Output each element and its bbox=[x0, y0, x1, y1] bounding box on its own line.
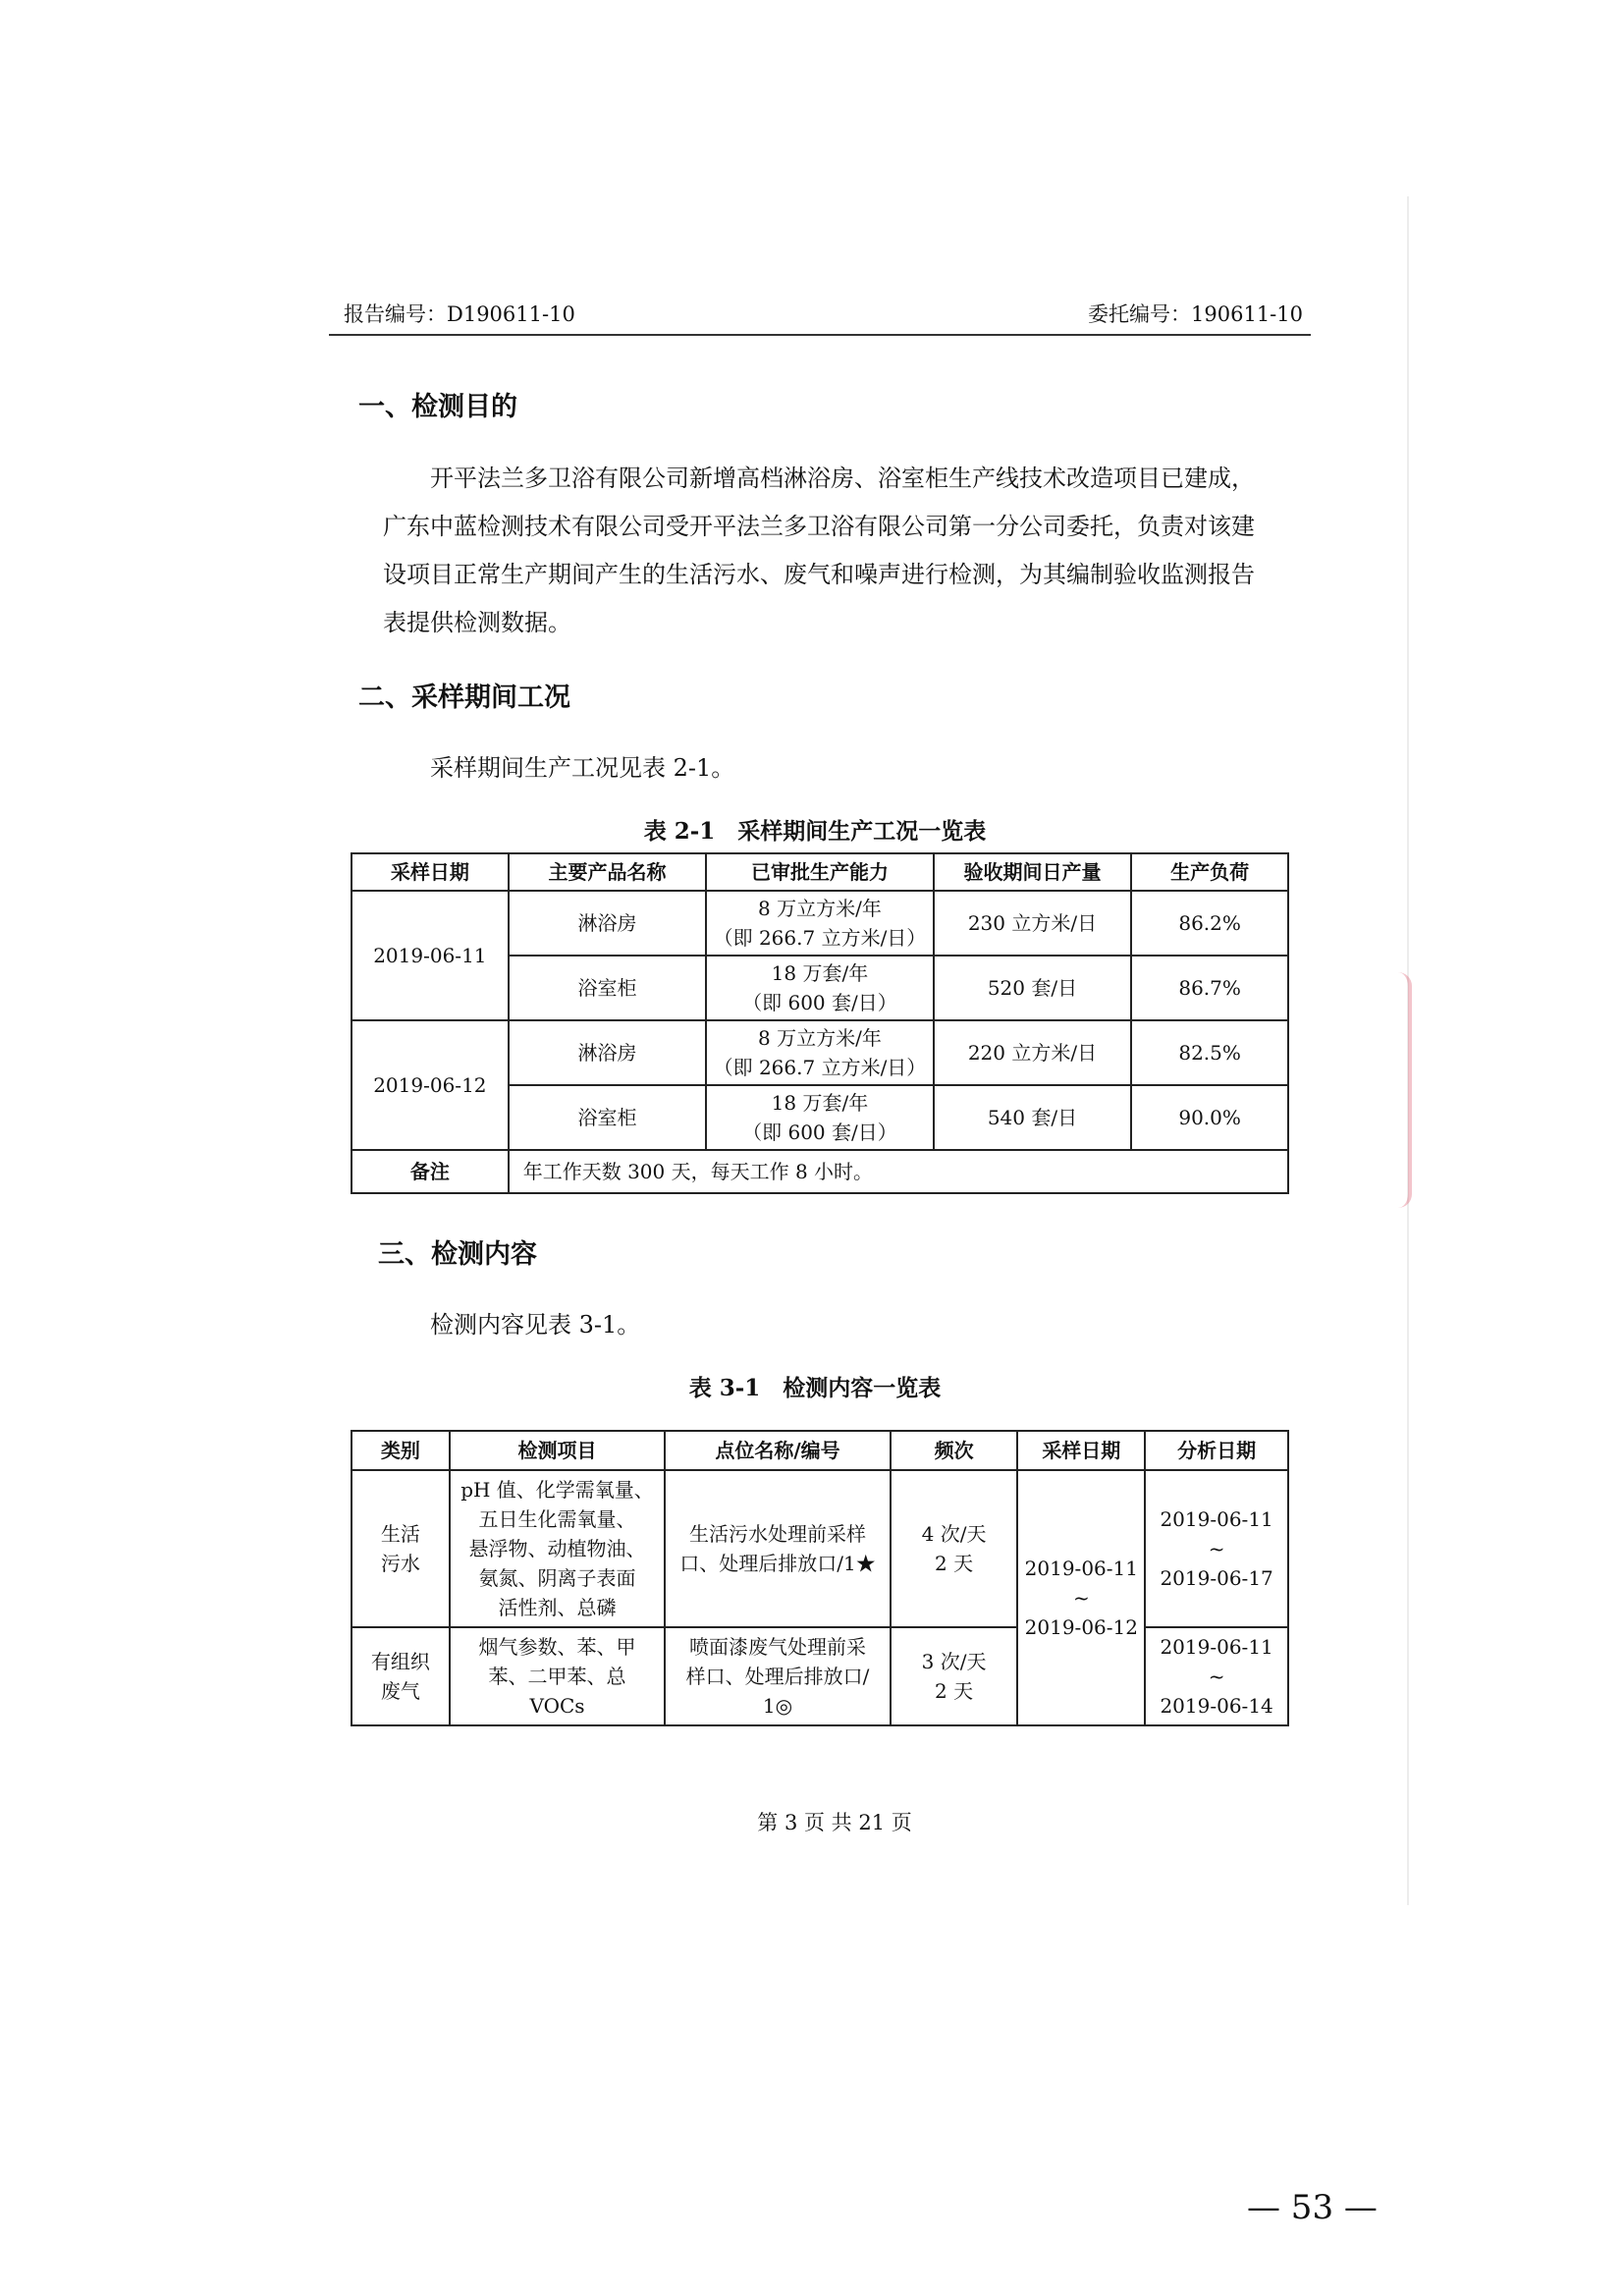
capacity-cell: 18 万套/年 （即 600 套/日） bbox=[706, 1085, 934, 1150]
frequency-cell: 3 次/天 2 天 bbox=[891, 1627, 1018, 1725]
frequency-cell: 4 次/天 2 天 bbox=[891, 1470, 1018, 1627]
header-cell: 采样日期 bbox=[1017, 1431, 1145, 1470]
table2-caption: 表 3-1 检测内容一览表 bbox=[688, 1375, 942, 1401]
output-cell: 230 立方米/日 bbox=[934, 891, 1132, 956]
items-cell: pH 值、化学需氧量、 五日生化需氧量、 悬浮物、动植物油、 氨氮、阴离子表面 活性剂、总磷 bbox=[450, 1470, 666, 1627]
table1-caption: 表 2-1 采样期间生产工况一览表 bbox=[643, 818, 987, 845]
table-row bbox=[352, 891, 1288, 956]
note-text: 年工作天数 300 天，每天工作 8 小时。 bbox=[509, 1150, 1288, 1193]
date-cell: 2019-06-11 bbox=[352, 891, 509, 1020]
note-row bbox=[352, 1150, 1288, 1193]
header-cell: 验收期间日产量 bbox=[934, 853, 1132, 891]
conditions-paragraph bbox=[383, 744, 1257, 793]
header-cell: 分析日期 bbox=[1145, 1431, 1288, 1470]
load-cell: 82.5% bbox=[1131, 1020, 1288, 1085]
header-cell: 采样日期 bbox=[352, 853, 509, 891]
production-table bbox=[351, 852, 1289, 1194]
category-cell: 有组织 废气 bbox=[352, 1627, 450, 1725]
product-cell: 浴室柜 bbox=[509, 956, 706, 1020]
page-footer: 第 3 页 共 21 页 bbox=[757, 1811, 912, 1834]
category-cell: 生活 污水 bbox=[352, 1470, 450, 1627]
header-cell: 频次 bbox=[891, 1431, 1018, 1470]
date-cell: 2019-06-12 bbox=[352, 1020, 509, 1150]
note-label: 备注 bbox=[352, 1150, 509, 1193]
capacity-cell: 18 万套/年 （即 600 套/日） bbox=[706, 956, 934, 1020]
page-number: — 53 — bbox=[1247, 2188, 1378, 2227]
table-row bbox=[352, 1470, 1288, 1627]
output-cell: 220 立方米/日 bbox=[934, 1020, 1132, 1085]
section-title-conditions: 二、采样期间工况 bbox=[358, 683, 570, 713]
content-table bbox=[351, 1430, 1289, 1726]
header-cell: 生产负荷 bbox=[1131, 853, 1288, 891]
output-cell: 540 套/日 bbox=[934, 1085, 1132, 1150]
header-cell: 检测项目 bbox=[450, 1431, 666, 1470]
purpose-paragraph bbox=[383, 455, 1257, 647]
output-cell: 520 套/日 bbox=[934, 956, 1132, 1020]
capacity-cell: 8 万立方米/年 （即 266.7 立方米/日） bbox=[706, 1020, 934, 1085]
load-cell: 90.0% bbox=[1131, 1085, 1288, 1150]
load-cell: 86.7% bbox=[1131, 956, 1288, 1020]
purpose-text: 开平法兰多卫浴有限公司新增高档淋浴房、浴室柜生产线技术改造项目已建成，广东中蓝检测技术有限公司受开平法兰多卫浴有限公司第一分公司委托，负责对该建设项目正常生产期间产生的生活污水、废气和噪声进行检测，为其编制验收监测报告表提供检测数据。 bbox=[383, 465, 1255, 636]
header-cell: 类别 bbox=[352, 1431, 450, 1470]
table-header-row bbox=[352, 853, 1288, 891]
commission-number: 委托编号：190611-10 bbox=[1088, 302, 1303, 326]
capacity-cell: 8 万立方米/年 （即 266.7 立方米/日） bbox=[706, 891, 934, 956]
section-title-purpose: 一、检测目的 bbox=[358, 392, 517, 422]
product-cell: 淋浴房 bbox=[509, 891, 706, 956]
report-header bbox=[329, 295, 1311, 336]
conditions-text: 采样期间生产工况见表 2-1。 bbox=[430, 754, 735, 782]
sampling-date-cell: 2019-06-11 ~ 2019-06-12 bbox=[1017, 1470, 1145, 1725]
product-cell: 淋浴房 bbox=[509, 1020, 706, 1085]
analysis-date-cell: 2019-06-11 ~ 2019-06-14 bbox=[1145, 1627, 1288, 1725]
point-cell: 生活污水处理前采样 口、处理后排放口/1★ bbox=[665, 1470, 890, 1627]
analysis-date-cell: 2019-06-11 ~ 2019-06-17 bbox=[1145, 1470, 1288, 1627]
header-cell: 已审批生产能力 bbox=[706, 853, 934, 891]
section-title-content: 三、检测内容 bbox=[378, 1239, 537, 1270]
product-cell: 浴室柜 bbox=[509, 1085, 706, 1150]
table-row bbox=[352, 1627, 1288, 1725]
point-cell: 喷面漆废气处理前采 样口、处理后排放口/ 1◎ bbox=[665, 1627, 890, 1725]
table-row bbox=[352, 1020, 1288, 1085]
content-paragraph bbox=[383, 1301, 1257, 1349]
seal-stamp-edge bbox=[1382, 972, 1412, 1208]
load-cell: 86.2% bbox=[1131, 891, 1288, 956]
table-header-row bbox=[352, 1431, 1288, 1470]
header-cell: 主要产品名称 bbox=[509, 853, 706, 891]
content-text: 检测内容见表 3-1。 bbox=[430, 1311, 641, 1339]
report-number: 报告编号：D190611-10 bbox=[344, 302, 575, 326]
items-cell: 烟气参数、苯、甲 苯、二甲苯、总 VOCs bbox=[450, 1627, 666, 1725]
header-cell: 点位名称/编号 bbox=[665, 1431, 890, 1470]
